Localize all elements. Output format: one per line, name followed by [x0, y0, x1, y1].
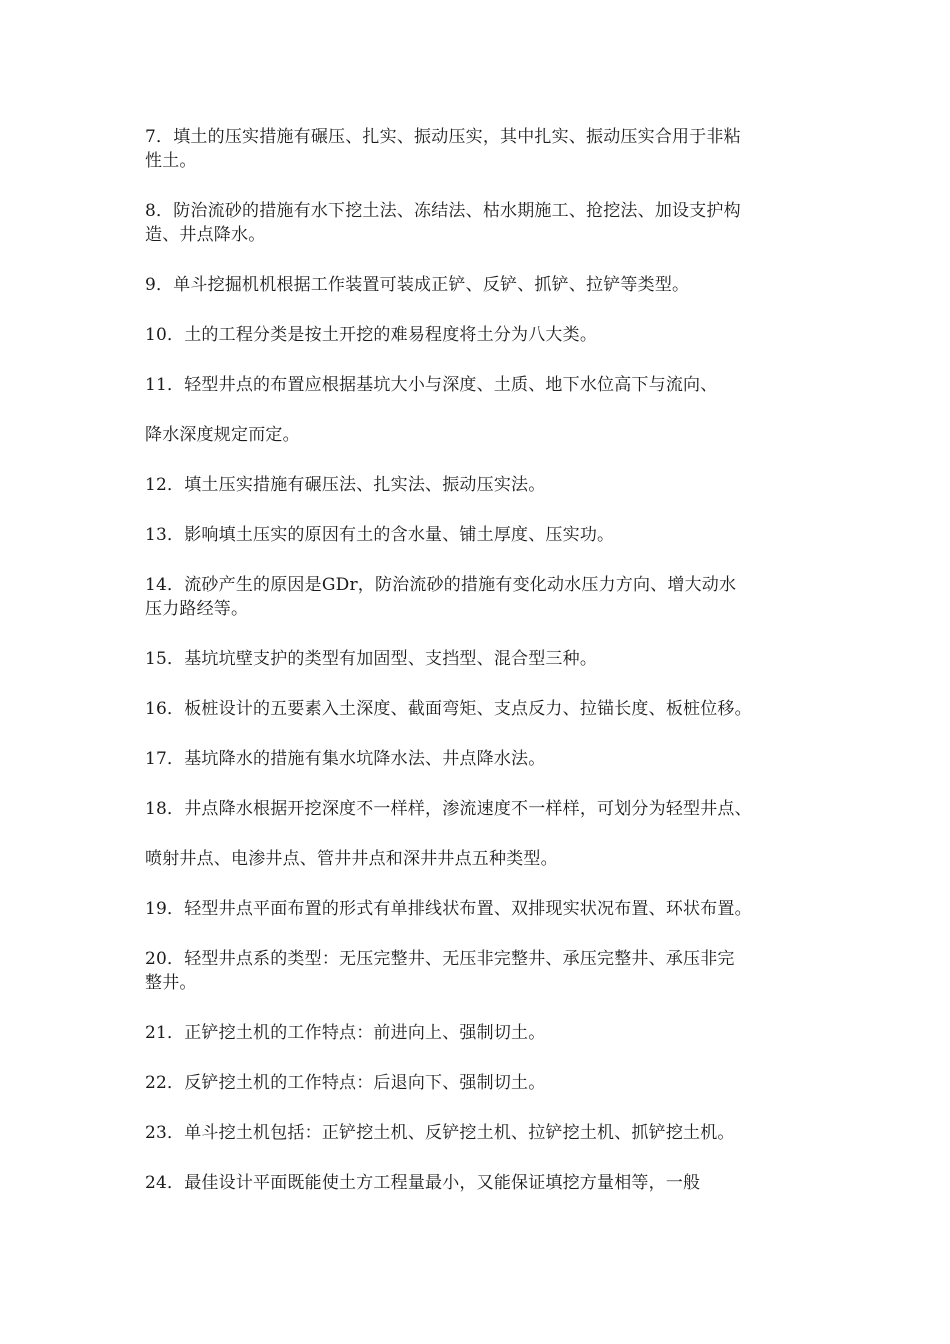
item-21: 21．正铲挖土机的工作特点：前进向上、强制切土。 [145, 1023, 546, 1043]
item-8-line-2: 造、井点降水。 [145, 225, 266, 245]
item-7-line-2: 性土。 [145, 151, 197, 171]
item-22: 22．反铲挖土机的工作特点：后退向下、强制切土。 [145, 1073, 546, 1093]
item-12: 12．填土压实措施有碾压法、扎实法、振动压实法。 [145, 475, 546, 495]
item-10: 10．土的工程分类是按土开挖的难易程度将土分为八大类。 [145, 325, 598, 345]
item-9: 9．单斗挖掘机机根据工作装置可装成正铲、反铲、抓铲、拉铲等类型。 [145, 275, 690, 295]
item-8-line-1: 8．防治流砂的措施有水下挖土法、冻结法、枯水期施工、抢挖法、加设支护构 [145, 201, 741, 221]
item-18-line-1: 18．井点降水根据开挖深度不一样样，渗流速度不一样样，可划分为轻型井点、 [145, 799, 752, 819]
item-11-line-1: 11．轻型井点的布置应根据基坑大小与深度、土质、地下水位高下与流向、 [145, 375, 718, 395]
item-17: 17．基坑降水的措施有集水坑降水法、井点降水法。 [145, 749, 546, 769]
item-16: 16．板桩设计的五要素入土深度、截面弯矩、支点反力、拉锚长度、板桩位移。 [145, 699, 752, 719]
item-13: 13．影响填土压实的原因有土的含水量、铺土厚度、压实功。 [145, 525, 615, 545]
item-11-line-2: 降水深度规定而定。 [145, 425, 300, 445]
item-24-line-1: 24．最佳设计平面既能使土方工程量最小，又能保证填挖方量相等，一般 [145, 1173, 701, 1193]
item-19: 19．轻型井点平面布置的形式有单排线状布置、双排现实状况布置、环状布置。 [145, 899, 752, 919]
item-23: 23．单斗挖土机包括：正铲挖土机、反铲挖土机、拉铲挖土机、抓铲挖土机。 [145, 1123, 735, 1143]
item-15: 15．基坑坑壁支护的类型有加固型、支挡型、混合型三种。 [145, 649, 598, 669]
item-14-line-2: 压力路经等。 [145, 599, 249, 619]
item-20-line-1: 20．轻型井点系的类型：无压完整井、无压非完整井、承压完整井、承压非完 [145, 949, 735, 969]
item-20-line-2: 整井。 [145, 973, 197, 993]
item-7-line-1: 7．填土的压实措施有碾压、扎实、振动压实，其中扎实、振动压实合用于非粘 [145, 127, 741, 147]
item-18-line-2: 喷射井点、电渗井点、管井井点和深井井点五种类型。 [145, 849, 558, 869]
item-14-line-1: 14．流砂产生的原因是GDr，防治流砂的措施有变化动水压力方向、增大动水 [145, 575, 737, 595]
